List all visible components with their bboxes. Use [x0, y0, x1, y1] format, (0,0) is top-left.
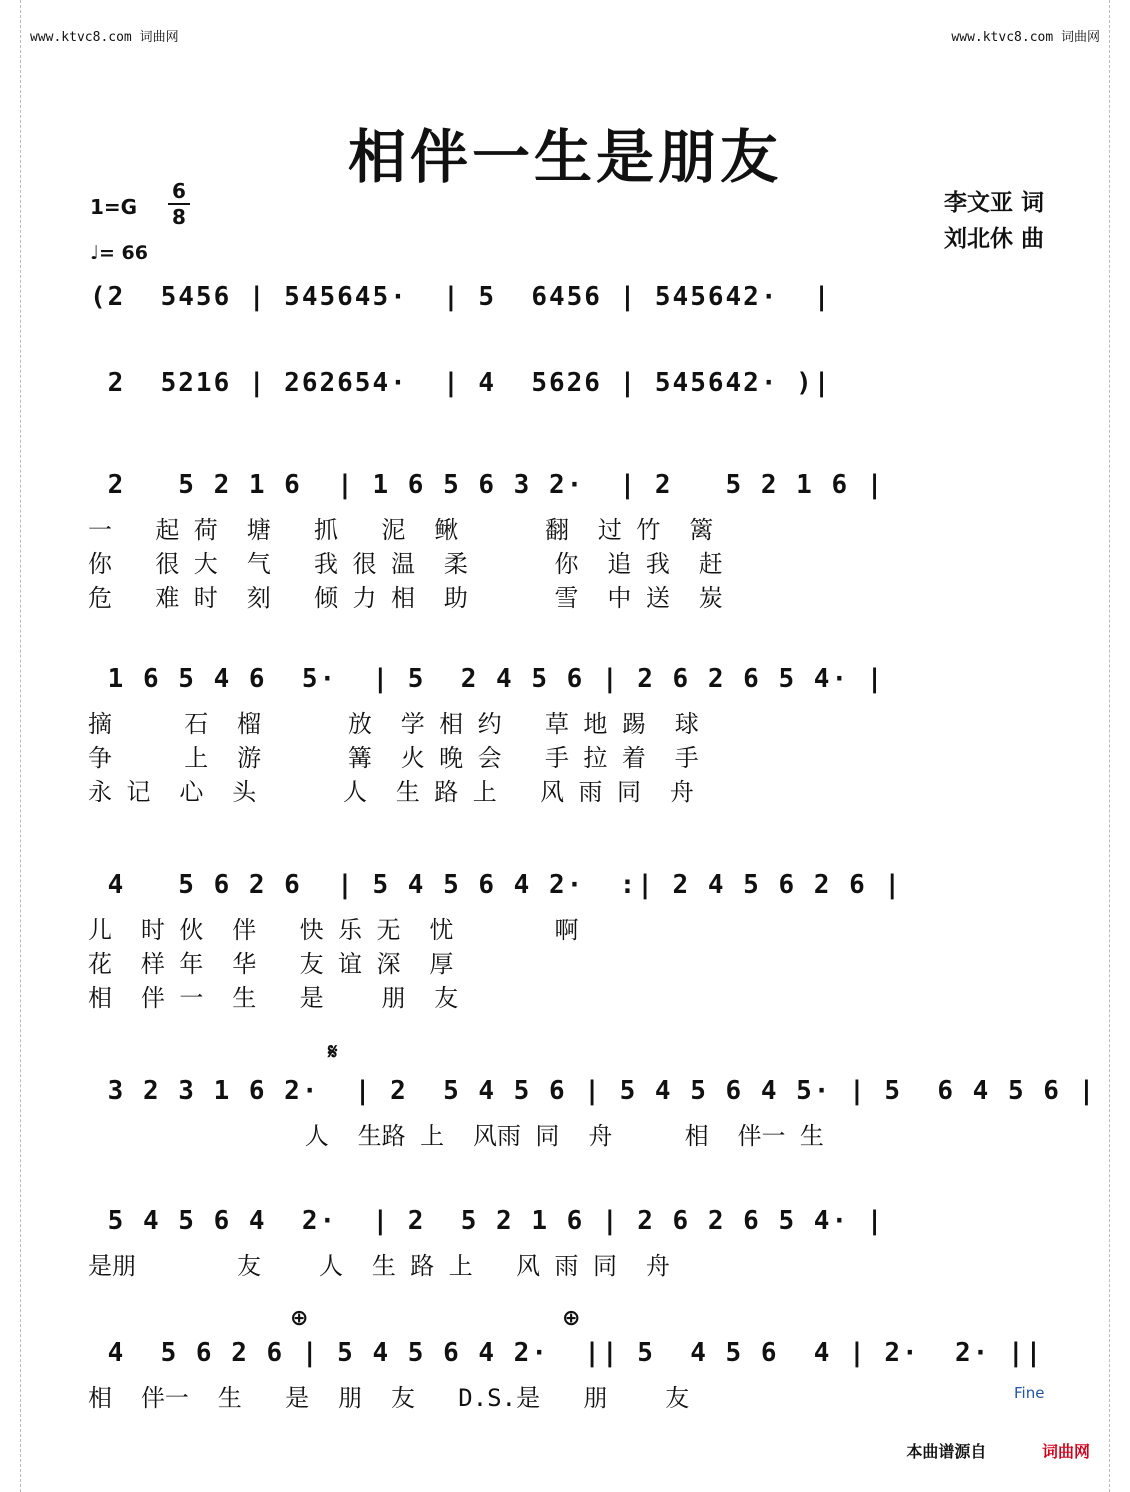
system-5-lyric-2: 花 样 年 华 友 谊 深 厚: [88, 950, 454, 978]
key-signature: 1=G: [90, 195, 138, 219]
system-3-lyric-3: 危 难 时 刻 倾 力 相 助 雪 中 送 炭: [88, 584, 723, 612]
system-3-notes: 2 5 2 1 6 | 1 6 5 6 3 2· | 2 5 2 1 6 |: [90, 470, 885, 500]
right-margin-strip: [1109, 0, 1130, 1492]
system-7-lyric-1: 是朋 友 人 生 路 上 风 雨 同 舟: [88, 1252, 670, 1280]
segno-sign: 𝄋: [328, 1040, 338, 1065]
left-margin-strip: [0, 0, 21, 1492]
footer: [906, 1439, 1090, 1462]
coda-sign-1: ⊕: [290, 1306, 309, 1331]
composer: 刘北休 曲: [943, 226, 1044, 252]
system-5-notes: 4 5 6 2 6 | 5 4 5 6 4 2· :| 2 4 5 6 2 6 |: [90, 870, 903, 900]
system-5-lyric-1: 儿 时 伙 伴 快 乐 无 忧 啊: [88, 916, 579, 944]
system-1-notes: (2 5456 | 545645· | 5 6456 | 545642· |: [90, 282, 832, 312]
time-signature: [168, 180, 190, 228]
system-5-lyric-3: 相 伴 一 生 是 朋 友: [88, 984, 459, 1012]
footer-source: 本曲谱源自: [906, 1442, 987, 1461]
meter-top: 6: [172, 179, 186, 203]
coda-sign-2: ⊕: [562, 1306, 581, 1331]
system-8-notes: 4 5 6 2 6 | 5 4 5 6 4 2· || 5 4 5 6 4 | 2· 2· ||: [90, 1338, 1044, 1368]
meter-bottom: 8: [172, 205, 186, 229]
system-6-notes: 3 2 3 1 6 2· | 2 5 4 5 6 | 5 4 5 6 4 5· | 5 6 4 5 6 |: [90, 1076, 1097, 1106]
header-right: www.ktvc8.com 词曲网: [951, 30, 1100, 45]
tempo-mark: ♩= 66: [90, 242, 148, 264]
header-left: www.ktvc8.com 词曲网: [30, 30, 179, 45]
system-8-lyric-1: 相 伴一 生 是 朋 友 D.S.是 朋 友: [88, 1384, 690, 1412]
system-4-lyric-2: 争 上 游 篝 火 晚 会 手 拉 着 手: [88, 744, 699, 772]
system-3-lyric-1: 一 起 荷 塘 抓 泥 鳅 翻 过 竹 篱: [88, 516, 714, 544]
song-title: 相伴一生是朋友: [347, 123, 782, 191]
system-4-lyric-1: 摘 石 榴 放 学 相 约 草 地 踢 球: [88, 710, 699, 738]
system-7-notes: 5 4 5 6 4 2· | 2 5 2 1 6 | 2 6 2 6 5 4· |: [90, 1206, 885, 1236]
fine-mark: Fine: [1014, 1384, 1045, 1402]
system-6-lyric-1: 人 生路 上 风雨 同 舟 相 伴一 生: [88, 1122, 824, 1150]
system-4-lyric-3: 永 记 心 头 人 生 路 上 风 雨 同 舟: [88, 778, 694, 806]
footer-brand[interactable]: 词曲网: [1041, 1442, 1090, 1461]
system-2-notes: 2 5216 | 262654· | 4 5626 | 545642· )|: [90, 368, 832, 398]
system-3-lyric-2: 你 很 大 气 我 很 温 柔 你 追 我 赶: [88, 550, 723, 578]
system-4-notes: 1 6 5 4 6 5· | 5 2 4 5 6 | 2 6 2 6 5 4· |: [90, 664, 885, 694]
lyricist: 李文亚 词: [943, 190, 1044, 216]
